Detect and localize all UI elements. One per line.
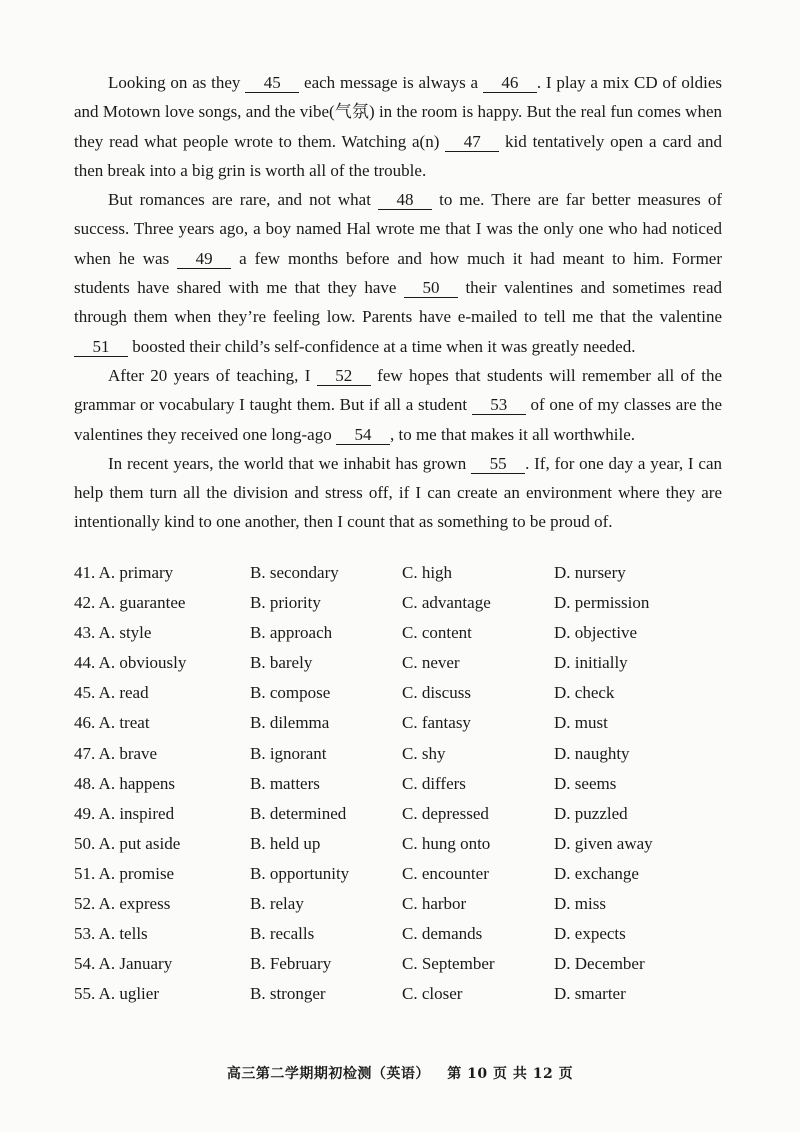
- question-53-options: [74, 924, 734, 954]
- passage-text: boosted their child’s self-confidence at a time when it was greatly needed.: [128, 336, 636, 356]
- question-42-options: [74, 593, 734, 623]
- question-47-options: [74, 744, 734, 774]
- option-d: D. given away: [554, 833, 653, 853]
- question-41-options: [74, 563, 734, 593]
- option-b: B. held up: [250, 833, 321, 853]
- passage-text: In recent years, the world that we inhabit has grown: [108, 453, 472, 473]
- option-c: C. content: [402, 623, 472, 643]
- question-54-options: [74, 954, 734, 984]
- option-a: 45. A. read: [74, 683, 149, 703]
- option-a: 55. A. uglier: [74, 984, 159, 1004]
- option-a: 47. A. brave: [74, 743, 158, 763]
- option-d: D. puzzled: [554, 803, 628, 823]
- option-a: 51. A. promise: [74, 863, 175, 883]
- option-b: B. relay: [250, 894, 304, 914]
- option-c: C. harbor: [402, 894, 467, 914]
- option-b: B. February: [250, 954, 332, 974]
- question-49-options: [74, 804, 734, 834]
- option-c: C. encounter: [402, 863, 489, 883]
- option-b: B. dilemma: [250, 713, 330, 733]
- passage-text: After 20 years of teaching, I: [108, 365, 317, 385]
- option-b: B. barely: [250, 653, 313, 673]
- option-c: C. shy: [402, 743, 446, 763]
- page-number: 第 10 页 共 12 页: [447, 1066, 574, 1082]
- passage-text: . I play a mix CD of oldies and Motown love songs, and the vibe(气氛) in the room is happy. But the real fun comes when they read what people wrote to them. Watching a(n): [74, 73, 722, 151]
- passage-text: to me. There are far better measures of success. Three years ago, a boy named Hal wrote me that I was the only one who had noticed when he was: [74, 190, 722, 268]
- option-b: B. approach: [250, 623, 333, 643]
- blank-50: 50: [404, 278, 458, 298]
- passage-text: But romances are rare, and not what: [108, 190, 379, 210]
- option-b: B. opportunity: [250, 863, 350, 883]
- option-a: 41. A. primary: [74, 563, 174, 582]
- blank-52: 52: [317, 366, 371, 386]
- paragraph-3: [74, 361, 722, 449]
- exam-title: 高三第二学期期初检测（英语）: [226, 1066, 430, 1082]
- blank-51: 51: [74, 337, 128, 357]
- option-d: D. initially: [554, 653, 628, 673]
- option-a: 43. A. style: [74, 623, 152, 643]
- option-a: 42. A. guarantee: [74, 593, 186, 613]
- paragraph-1: [74, 68, 722, 185]
- option-c: C. fantasy: [402, 713, 471, 733]
- passage-text: Looking on as they: [108, 73, 246, 92]
- page-footer: [0, 1063, 800, 1083]
- option-a: 54. A. January: [74, 954, 173, 974]
- option-b: B. matters: [250, 773, 320, 793]
- paragraph-4: [74, 449, 722, 537]
- passage-text: a few months before and how much it had meant to him. Former students have shared with me that they have: [74, 248, 722, 298]
- option-d: D. exchange: [554, 863, 639, 883]
- option-a: 52. A. express: [74, 894, 171, 914]
- option-c: C. discuss: [402, 683, 471, 703]
- option-d: D. nursery: [554, 563, 626, 582]
- option-c: C. advantage: [402, 593, 491, 613]
- question-43-options: [74, 623, 734, 653]
- question-44-options: [74, 653, 734, 683]
- option-a: 53. A. tells: [74, 924, 148, 944]
- blank-46: 46: [483, 73, 537, 93]
- option-c: C. depressed: [402, 803, 489, 823]
- blank-48: 48: [378, 190, 432, 210]
- option-d: D. smarter: [554, 984, 626, 1004]
- option-a: 48. A. happens: [74, 773, 176, 793]
- option-d: D. seems: [554, 773, 617, 793]
- blank-49: 49: [177, 249, 231, 269]
- blank-47: 47: [445, 132, 499, 152]
- passage-text: few hopes that students will remember all of the grammar or vocabulary I taught them. But if all a student: [74, 365, 722, 415]
- option-d: D. objective: [554, 623, 638, 643]
- option-c: C. closer: [402, 984, 463, 1004]
- option-a: 44. A. obviously: [74, 653, 187, 673]
- cloze-passage: [74, 68, 722, 537]
- question-48-options: [74, 774, 734, 804]
- blank-53: 53: [472, 395, 526, 415]
- passage-text: their valentines and sometimes read through them when they’re feeling low. Parents have e-mailed to tell me that the valentine: [74, 278, 722, 327]
- option-c: C. never: [402, 653, 460, 673]
- option-a: 46. A. treat: [74, 713, 150, 733]
- option-c: C. demands: [402, 924, 483, 944]
- question-51-options: [74, 864, 734, 894]
- question-55-options: [74, 984, 734, 1014]
- option-b: B. secondary: [250, 563, 339, 582]
- answer-options: [74, 563, 734, 1014]
- option-a: 50. A. put aside: [74, 833, 181, 853]
- option-b: B. priority: [250, 593, 321, 613]
- option-c: C. differs: [402, 773, 466, 793]
- option-d: D. check: [554, 683, 615, 703]
- passage-text: , to me that makes it all worthwhile.: [389, 424, 636, 444]
- option-b: B. compose: [250, 683, 331, 703]
- question-50-options: [74, 834, 734, 864]
- option-b: B. ignorant: [250, 743, 327, 763]
- question-46-options: [74, 713, 734, 743]
- option-d: D. miss: [554, 894, 606, 914]
- option-c: C. September: [402, 954, 495, 974]
- option-b: B. stronger: [250, 984, 326, 1004]
- option-b: B. recalls: [250, 924, 315, 944]
- option-d: D. naughty: [554, 743, 630, 763]
- blank-55: 55: [471, 454, 525, 474]
- option-a: 49. A. inspired: [74, 803, 175, 823]
- passage-text: each message is always a: [299, 73, 483, 92]
- blank-54: 54: [336, 425, 390, 445]
- passage-text: of one of my classes are the valentines they received one long-ago: [74, 395, 722, 444]
- question-52-options: [74, 894, 734, 924]
- option-d: D. expects: [554, 924, 626, 944]
- option-c: C. high: [402, 563, 453, 582]
- question-45-options: [74, 683, 734, 713]
- blank-45: 45: [245, 73, 299, 93]
- passage-text: kid tentatively open a card and then break into a big grin is worth all of the trouble.: [74, 131, 722, 180]
- paragraph-2: [74, 185, 722, 361]
- passage-text: . If, for one day a year, I can help them turn all the division and stress off, if I can create an environment where they are intentionally kind to one another, then I count that as something to be proud of.: [74, 453, 723, 532]
- option-d: D. must: [554, 713, 608, 733]
- option-b: B. determined: [250, 803, 347, 823]
- option-c: C. hung onto: [402, 833, 491, 853]
- option-d: D. permission: [554, 593, 650, 613]
- option-d: D. December: [554, 954, 645, 974]
